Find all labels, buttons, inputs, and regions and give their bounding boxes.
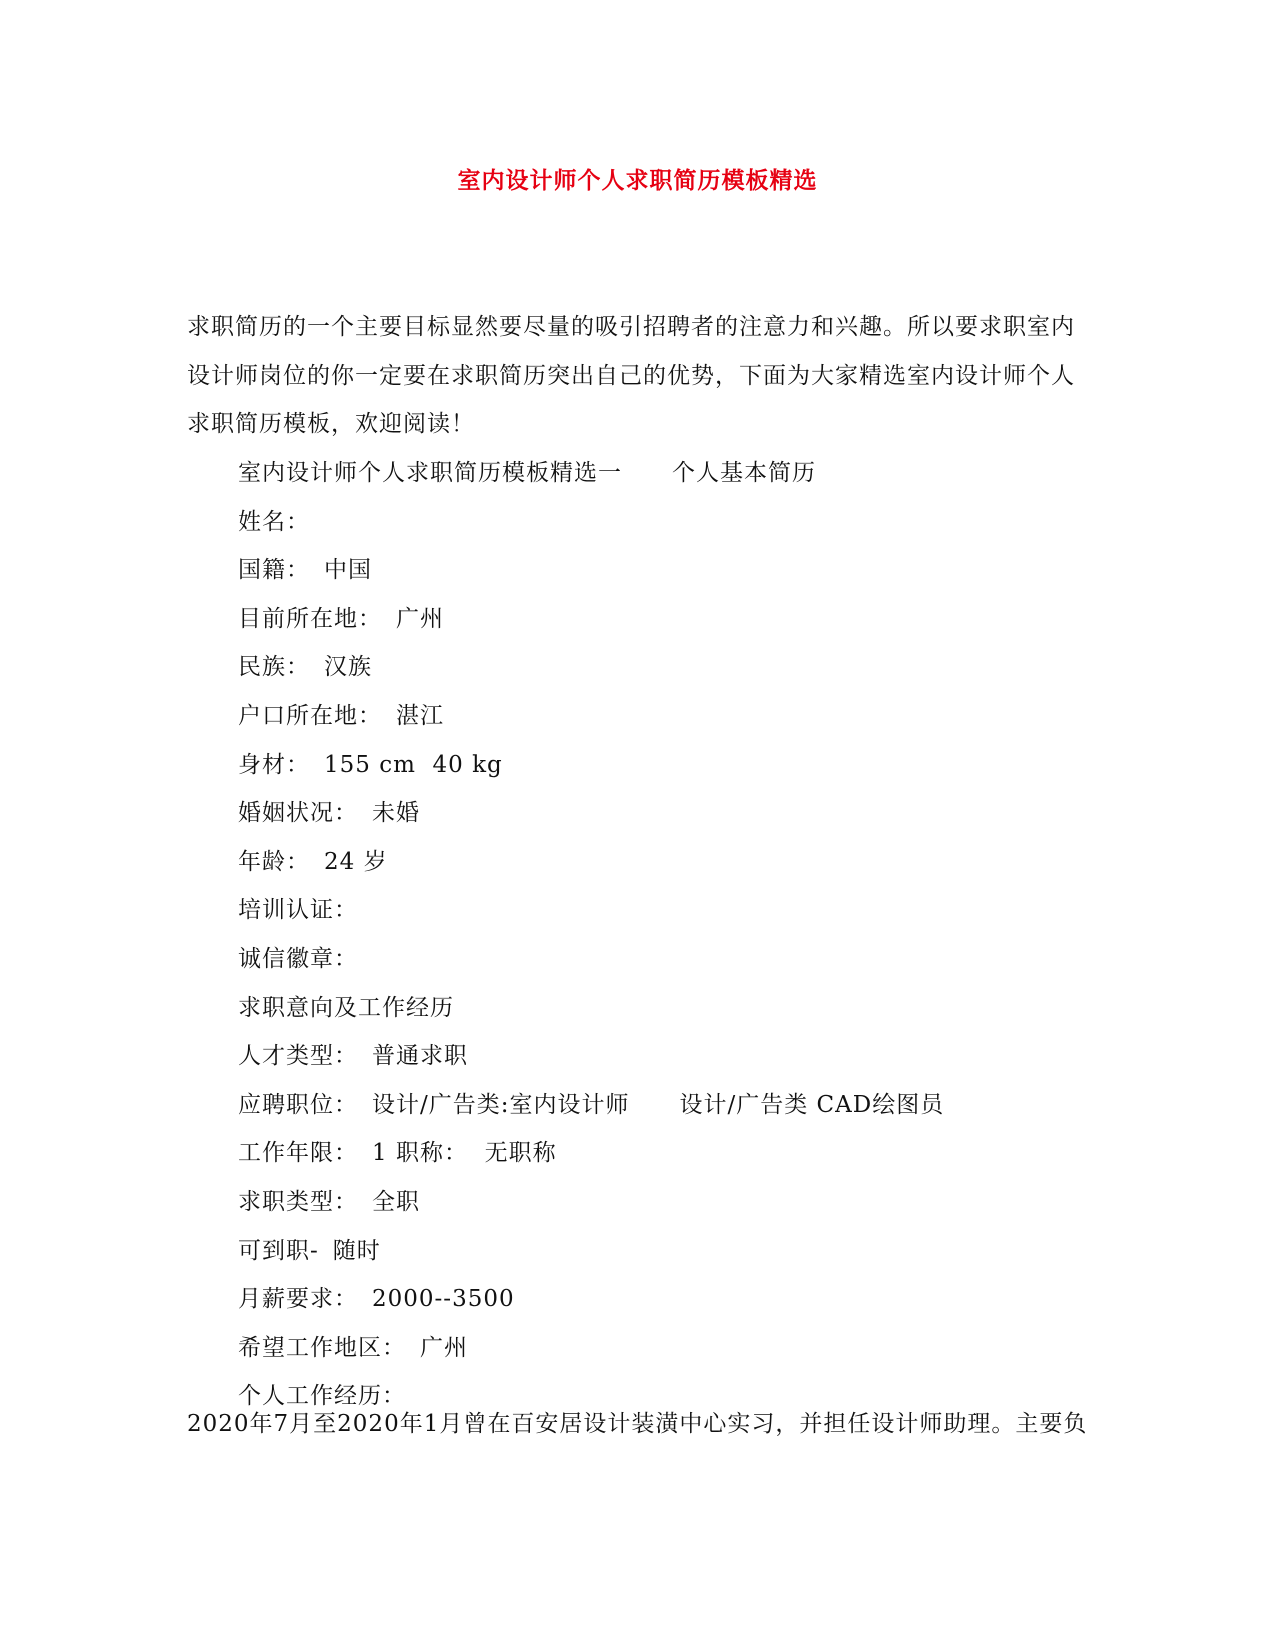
field-value: 设计/广告类:室内设计师 [372,1091,630,1118]
field-value: 未婚 [372,800,420,827]
field-label: 婚姻状况： [238,800,358,827]
field-nationality [0,546,1275,595]
field-label: 希望工作地区： [238,1334,406,1361]
field-value: 广州 [420,1334,468,1361]
field-talent-type [0,1032,1275,1081]
field-age [0,838,1275,887]
field-label: 年龄： [238,848,310,875]
field-job-type [0,1178,1275,1227]
field-value: 随时 [332,1237,381,1264]
field-name [0,498,1275,547]
field-label: 可到职- [238,1237,319,1264]
field-label: 民族： [238,654,310,681]
field-value: 广州 [396,605,444,632]
field-label: 国籍： [238,557,310,584]
field-work-area [0,1324,1275,1373]
field-certification [0,886,1275,935]
field-value: 1 职称： 无职称 [372,1140,557,1167]
intro-paragraph: 求职简历的一个主要目标显然要尽量的吸引招聘者的注意力和兴趣。所以要求职室内设计师岗位的你一定要在求职简历突出自己的优势，下面为大家精选室内设计师个人求职简历模板，欢迎阅读！ [187,314,1075,437]
field-label: 培训认证： [238,897,358,924]
field-label: 人才类型： [238,1043,358,1070]
field-value: 155 cm 40 kg [324,751,503,778]
field-location [0,595,1275,644]
field-hukou [0,692,1275,741]
experience-heading: 个人工作经历： [238,1383,406,1410]
field-label: 求职类型： [238,1188,358,1215]
section-heading-right: 个人基本简历 [672,460,816,486]
field-value: 全职 [372,1188,420,1215]
resume-lines [0,449,1275,1421]
field-label: 户口所在地： [238,702,382,729]
field-value: 中国 [324,557,372,584]
section2-heading: 求职意向及工作经历 [238,994,454,1021]
section-heading [0,449,1275,498]
field-value: 普通求职 [372,1043,468,1070]
field-marital [0,789,1275,838]
experience-line: 2020年7月至2020年1月曾在百安居设计装潢中心实习，并担任设计师助理。主要负 [187,1411,1088,1437]
field-label: 目前所在地： [238,605,382,632]
field-value-secondary: 设计/广告类 CAD绘图员 [679,1091,945,1118]
field-label: 月薪要求： [238,1286,358,1313]
field-value: 24 岁 [324,848,388,875]
field-value: 2000--3500 [372,1286,515,1313]
field-label: 应聘职位： [238,1091,358,1118]
field-ethnicity [0,643,1275,692]
field-work-years [0,1129,1275,1178]
field-position [0,1081,1275,1130]
document-title: 室内设计师个人求职简历模板精选 [457,167,818,194]
field-availability [0,1227,1275,1276]
field-label: 诚信徽章： [238,945,358,972]
field-label: 身材： [238,751,310,778]
field-label: 姓名： [238,508,310,535]
field-body [0,741,1275,790]
section-heading-left: 室内设计师个人求职简历模板精选一 [238,460,622,486]
field-label: 工作年限： [238,1140,358,1167]
field-badge [0,935,1275,984]
field-value: 汉族 [324,654,372,681]
field-value: 湛江 [396,702,444,729]
field-salary [0,1275,1275,1324]
